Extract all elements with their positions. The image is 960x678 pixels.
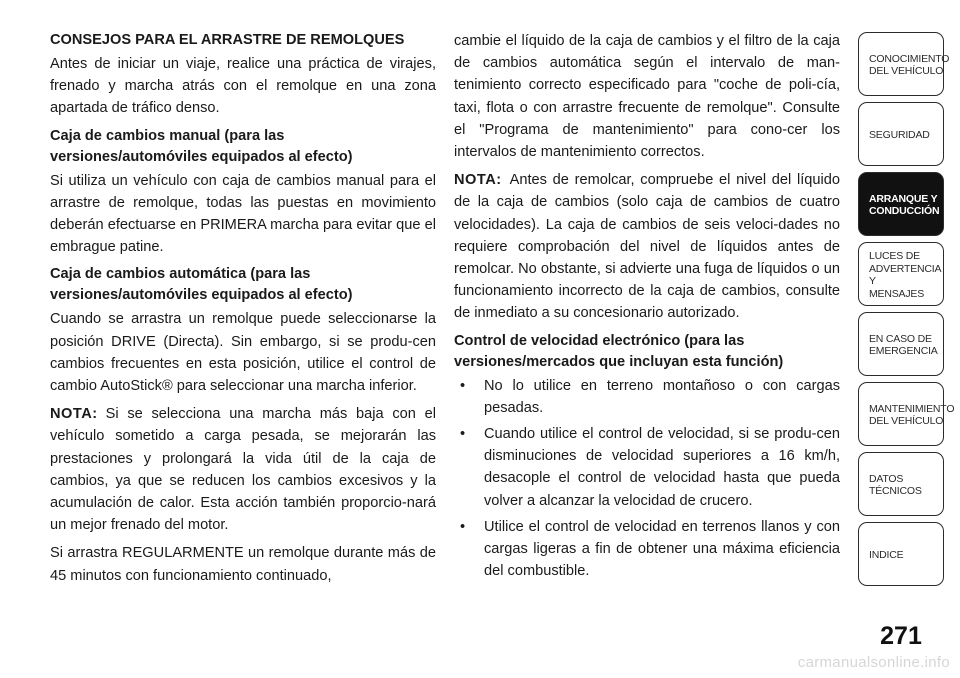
note-label: NOTA: xyxy=(454,172,502,189)
note-label: NOTA: xyxy=(50,406,98,423)
paragraph-automatic-gearbox: Cuando se arrastra un remolque puede seleccionarse la posición DRIVE (Directa). Sin embargo, si se produ-cen cambios frecuentes en esta posición, utilice el control de cambio AutoStick® para seleccionar una marcha inferior. xyxy=(50,311,436,395)
list-item: • No lo utilice en terreno montañoso o con cargas pesadas. xyxy=(454,375,840,419)
paragraph-manual-gearbox: Si utiliza un vehículo con caja de cambios manual para el arrastre de remolque, todas las puestas en movimiento deberán efectuarse en PRIMERA marcha para evitar que el embrague patine. xyxy=(50,172,436,256)
right-column xyxy=(454,30,840,586)
section-heading-automatic-gearbox: Caja de cambios automática (para las versiones/automóviles equipados al efecto) xyxy=(50,266,353,304)
paragraph-fluid-change: cambie el líquido de la caja de cambios y el filtro de la caja de cambios automática según el intervalo de man-tenimiento correcto especificado para "coche de poli-cía, taxi, flota o con arrastre frecuente de remolque". Consulte el "Programa de mantenimiento" para cono-cer los intervalos de mantenimiento correctos. xyxy=(454,33,840,161)
bullet-icon: • xyxy=(460,518,466,535)
note-lower-gear xyxy=(50,403,436,536)
tab-en-caso-de-emergencia[interactable]: EN CASO DE EMERGENCIA xyxy=(858,312,944,376)
list-item: • Utilice el control de velocidad en terrenos llanos y con cargas ligeras a fin de obtener una máxima eficiencia del combustible. xyxy=(454,516,840,583)
note-text: Si se selecciona una marcha más baja con el vehículo sometido a carga pesada, se mejorarán las prestaciones y prolongará la vida útil de la caja de cambios, ya que se reducen los cambios excesivos y la acumulación de calor. Esta acción también proporcio-nará un mejor frenado del motor. xyxy=(50,406,436,534)
note-fluid-level xyxy=(454,169,840,324)
paragraph-practice: Antes de iniciar un viaje, realice una práctica de virajes, frenado y marcha atrás con el remolque en una zona apartada de tráfico denso. xyxy=(50,56,436,117)
watermark: carmanualsonline.info xyxy=(797,654,950,671)
left-column xyxy=(50,30,436,593)
tab-luces-de-advertencia[interactable]: LUCES DE ADVERTENCIA Y MENSAJES xyxy=(858,242,944,306)
chapter-tabs xyxy=(858,32,955,592)
tab-mantenimiento-del-vehiculo[interactable]: MANTENIMIENTO DEL VEHÍCULO xyxy=(858,382,944,446)
section-heading-manual-gearbox: Caja de cambios manual (para las versiones/automóviles equipados al efecto) xyxy=(50,127,353,165)
page-number: 271 xyxy=(880,622,922,650)
note-text: Antes de remolcar, compruebe el nivel del líquido de la caja de cambios (solo caja de cambios de cuatro velocidades). La caja de cambios de seis veloci-dades no requiere comprobación del nivel de líquidos antes de remolcar. No obstante, si advierte una fuga de líquidos o un funcionamiento incorrecto de la caja de cambios, consulte de inmediato a su concesionario autorizado. xyxy=(454,172,840,322)
tab-seguridad[interactable]: SEGURIDAD xyxy=(858,102,944,166)
tab-arranque-y-conduccion[interactable]: ARRANQUE Y CONDUCCIÓN xyxy=(858,172,944,236)
tab-indice[interactable]: INDICE xyxy=(858,522,944,586)
list-item: • Cuando utilice el control de velocidad, si se produ-cen disminuciones de velocidad superiores a 16 km/h, desacople el control de velocidad hasta que pueda volver a alcanzar la velocidad de crucero. xyxy=(454,423,840,512)
bullet-icon: • xyxy=(460,426,466,443)
tab-conocimiento-del-vehiculo[interactable]: CONOCIMIENTO DEL VEHÍCULO xyxy=(858,32,944,96)
bullet-icon: • xyxy=(460,377,466,394)
section-heading-towing-tips: CONSEJOS PARA EL ARRASTRE DE REMOLQUES xyxy=(50,32,405,48)
section-heading-speed-control: Control de velocidad electrónico (para las versiones/mercados que incluyan esta función) xyxy=(454,332,784,370)
tab-datos-tecnicos[interactable]: DATOS TÉCNICOS xyxy=(858,452,944,516)
speed-control-list xyxy=(454,375,840,583)
paragraph-regular-towing: Si arrastra REGULARMENTE un remolque durante más de 45 minutos con funcionamiento continuado, xyxy=(50,545,436,584)
